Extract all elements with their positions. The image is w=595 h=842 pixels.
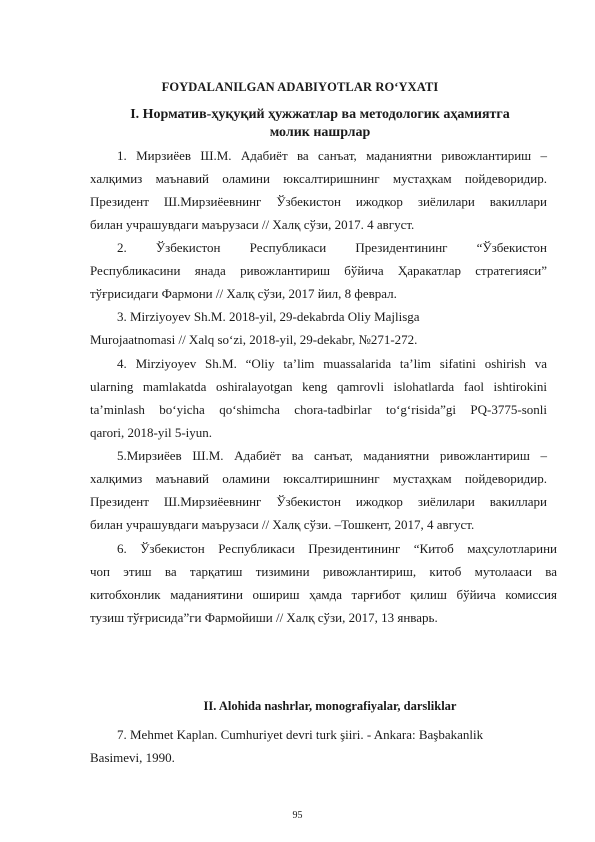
reference-2-cont [90, 259, 547, 305]
section-2-heading: II. Alohida nashrlar, monografiyalar, darsliklar [203, 699, 457, 713]
reference-1 [117, 144, 547, 167]
section-1-heading-line1: I. Норматив-ҳуқуқий ҳужжатлар ва методологик аҳамиятга [130, 107, 510, 122]
ref-line: 5.Мирзиёев Ш.М. Адабиёт ва санъат, маданиятни ривожлантириш – [117, 448, 547, 463]
ref-line: Республикасини янада ривожлантириш бўйича Ҳаракатлар стратегияси” [90, 263, 547, 278]
ref-line: Президент Ш.Мирзиёевнинг Ўзбекистон ижодкор зиёлилари вакиллари [90, 194, 547, 210]
bibliography-title: FOYDALANILGAN ADABIYOTLAR RO‘YXATI [161, 80, 439, 94]
ref-line: халқимиз маънавий оламини юксалтиришнинг мустаҳкам пойдеворидир. [90, 471, 547, 486]
ref-line: Basimevi, 1990. [90, 750, 175, 765]
reference-5-cont [90, 467, 547, 537]
ref-line: китобхонлик маданиятини ошириш ҳамда тарғибот қилиш бўйича комиссия [90, 587, 557, 603]
page-number: 95 [292, 810, 303, 821]
ref-line: тузиш тўғрисида”ги Фармойиши // Халқ сўзи, 2017, 13 январь. [90, 610, 438, 626]
ref-line: чоп этиш ва тарқатиш тизимини ривожлантириш, китоб мутолааси ва [90, 564, 557, 579]
ref-line: Murojaatnomasi // Xalq so‘zi, 2018-yil, 29-dekabr, №271-272. [90, 332, 418, 347]
ref-line: Президент Ш.Мирзиёевнинг Ўзбекистон ижодкор зиёлилари вакиллари [90, 494, 547, 510]
reference-7 [117, 723, 547, 746]
reference-4-cont [90, 375, 547, 445]
ref-line: 2. Ўзбекистон Республикаси Президентининг “Ўзбекистон [117, 240, 547, 255]
section-1-heading-line2: молик нашрлар [269, 125, 371, 140]
ref-line: халқимиз маънавий оламини юксалтиришнинг мустаҳкам пойдеворидир. [90, 171, 547, 186]
reference-3-cont [90, 328, 547, 351]
reference-4 [117, 352, 547, 375]
reference-6-cont [90, 560, 557, 630]
reference-5 [117, 444, 547, 467]
reference-3 [117, 305, 547, 328]
ref-line: ta’minlash bo‘yicha qo‘shimcha chora-tadbirlar to‘g‘risida”gi PQ-3775-sonli [90, 402, 547, 418]
section-1-heading [90, 106, 550, 142]
ref-line: ularning mamlakatda oshiralayotgan keng qamrovli islohatlarda faol ishtirokini [90, 379, 547, 394]
ref-line: 6. Ўзбекистон Республикаси Президентининг “Китоб маҳсулотларини [117, 541, 557, 556]
ref-line: тўғрисидаги Фармони // Халқ сўзи, 2017 йил, 8 феврал. [90, 286, 397, 302]
ref-line: 3. Mirziyoyev Sh.M. 2018-yil, 29-dekabrda Oliy Majlisga [117, 309, 420, 324]
ref-line: 7. Mehmet Kaplan. Cumhuriyet devri turk şiiri. - Ankara: Başbakanlik [117, 727, 484, 742]
ref-line: билан учрашувдаги маърузаси // Халқ сўзи, 2017. 4 август. [90, 217, 415, 233]
reference-2 [117, 236, 547, 259]
reference-7-cont [90, 746, 547, 769]
ref-line: билан учрашувдаги маърузаси // Халқ сўзи. –Тошкент, 2017, 4 август. [90, 517, 475, 533]
ref-line: qarori, 2018-yil 5-iyun. [90, 425, 213, 441]
ref-line: 4. Mirziyoyev Sh.M. “Oliy ta’lim muassalarida ta’lim sifatini oshirish va [117, 356, 547, 371]
reference-1-cont [90, 167, 547, 237]
reference-6 [117, 537, 557, 560]
ref-line: 1. Мирзиёев Ш.М. Адабиёт ва санъат, маданиятни ривожлантириш – [117, 148, 547, 163]
